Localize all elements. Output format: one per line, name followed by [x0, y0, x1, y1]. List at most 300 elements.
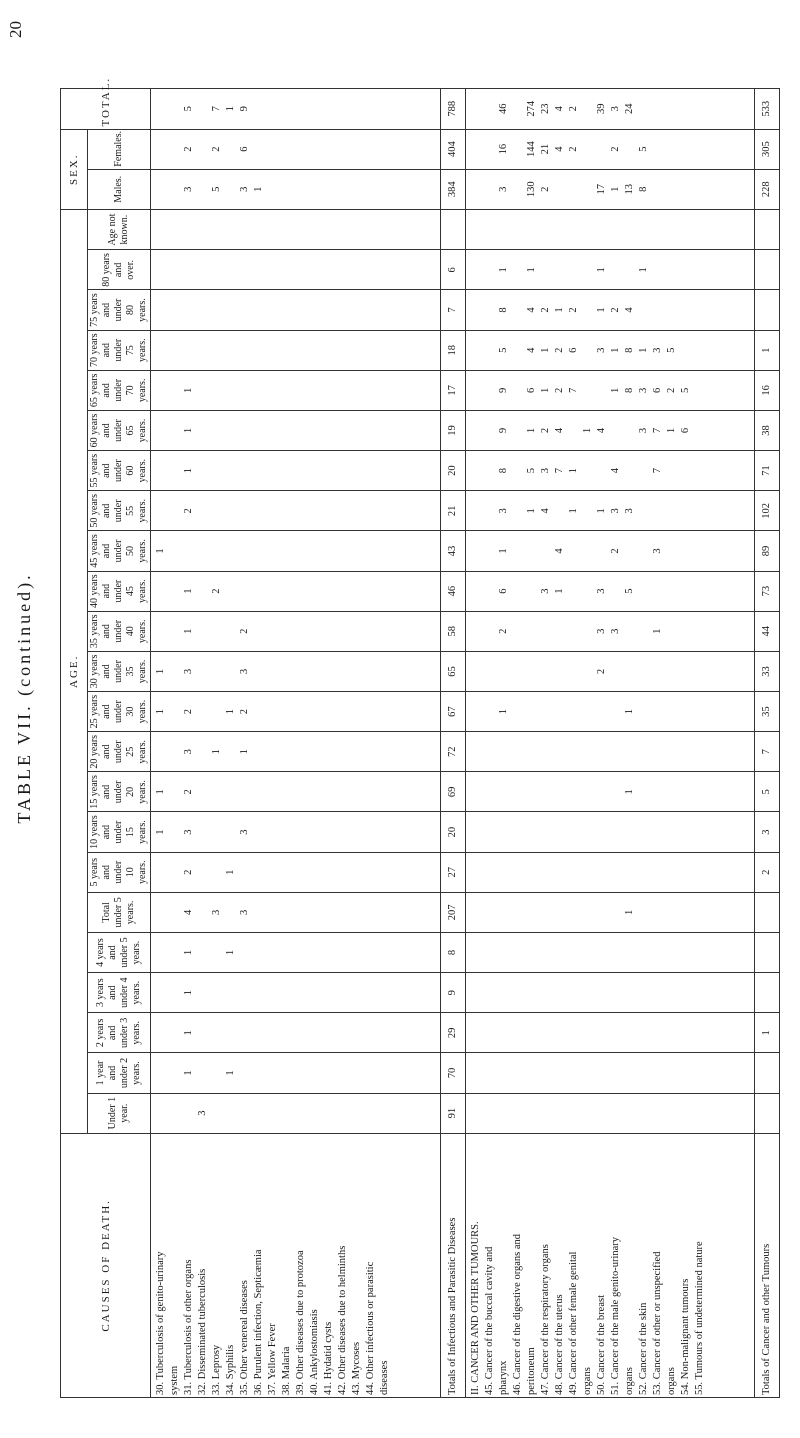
- cell-value: [497, 734, 511, 769]
- value-column: [151, 892, 441, 932]
- cell-value: [497, 654, 511, 689]
- cell-value: 1: [539, 347, 551, 353]
- total-value: 384: [440, 169, 465, 209]
- cell-value: [469, 1055, 483, 1090]
- cell-value: [168, 614, 182, 649]
- cell-value: [511, 212, 525, 247]
- age-column-header: 30 years and under 35 years.: [88, 651, 151, 691]
- cell-value: [693, 694, 707, 729]
- cell-value: 5: [665, 347, 677, 353]
- cell-value: 1: [225, 106, 236, 112]
- cell-value: [637, 935, 651, 970]
- value-column: [465, 1093, 755, 1133]
- cell-value: [364, 292, 378, 327]
- cell-value: [196, 1055, 210, 1090]
- cell-value: 3: [609, 106, 621, 112]
- cell-value: [336, 1055, 350, 1090]
- cell-value: [497, 895, 511, 930]
- cell-value: [581, 453, 595, 488]
- age-column-header: 3 years and under 4 years.: [88, 973, 151, 1013]
- cell-value: [609, 1055, 623, 1090]
- cell-value: [224, 614, 238, 649]
- value-column: [151, 812, 441, 852]
- cell-value: [322, 614, 336, 649]
- total-value: 69: [440, 772, 465, 812]
- cell-value: 2: [183, 508, 194, 514]
- cell-value: [280, 694, 294, 729]
- cell-value: [322, 734, 336, 769]
- cell-value: [679, 774, 693, 809]
- cell-value: [623, 453, 637, 488]
- cell-value: 1: [239, 749, 250, 755]
- cell-value: [483, 533, 497, 568]
- total-value: 27: [440, 852, 465, 892]
- value-column: [465, 692, 755, 732]
- value-column: [151, 1013, 441, 1053]
- cell-value: [581, 694, 595, 729]
- cell-value: [539, 814, 553, 849]
- cell-value: [469, 91, 483, 127]
- cell-value: [294, 533, 308, 568]
- cell-value: [336, 734, 350, 769]
- cell-value: [623, 413, 637, 448]
- cell-value: [567, 694, 581, 729]
- cell-value: [238, 333, 252, 368]
- cell-value: 1: [253, 186, 264, 192]
- cell-value: [280, 895, 294, 930]
- cell-value: [280, 1096, 294, 1131]
- cell-value: [378, 413, 392, 448]
- mortality-table: [60, 76, 780, 1398]
- cell-value: [553, 212, 567, 247]
- cell-value: [483, 574, 497, 609]
- cell-value: 3: [183, 668, 194, 675]
- cell-value: [350, 1015, 364, 1050]
- cell-value: [350, 1096, 364, 1131]
- cell-value: [196, 333, 210, 368]
- total-value: 73: [755, 571, 780, 611]
- cell-value: [364, 533, 378, 568]
- cell-value: [567, 574, 581, 609]
- cell-value: [665, 895, 679, 930]
- cell-value: [238, 1015, 252, 1050]
- cell-value: [252, 734, 266, 769]
- cell-value: [553, 1096, 567, 1131]
- cell-value: [168, 855, 182, 890]
- cell-value: [623, 1015, 637, 1050]
- cell-value: [483, 975, 497, 1010]
- infectious-totals-row: [440, 89, 465, 1398]
- cell-value: [469, 533, 483, 568]
- total-value: 19: [440, 410, 465, 450]
- cell-value: [308, 373, 322, 408]
- cell-value: [539, 1096, 553, 1131]
- total-value: 16: [755, 370, 780, 410]
- cell-value: [679, 935, 693, 970]
- value-column: [151, 852, 441, 892]
- cell-value: 1: [183, 387, 194, 393]
- cell-value: [322, 292, 336, 327]
- value-column: [151, 410, 441, 450]
- cell-value: [609, 734, 623, 769]
- cell-value: [511, 172, 525, 207]
- cell-value: [483, 172, 497, 207]
- cell-value: [350, 574, 364, 609]
- cell-value: [511, 1096, 525, 1131]
- cell-value: [497, 855, 511, 890]
- cell-value: [665, 1055, 679, 1090]
- cell-value: [308, 91, 322, 127]
- cell-value: 3: [539, 468, 551, 474]
- cell-value: [168, 814, 182, 849]
- cell-value: [364, 132, 378, 167]
- cell-value: [581, 975, 595, 1010]
- cell-value: [581, 935, 595, 970]
- cell-value: [364, 975, 378, 1010]
- cell-value: [525, 212, 539, 247]
- cell-value: [252, 654, 266, 689]
- cell-value: 2: [239, 708, 250, 715]
- cell-value: [483, 493, 497, 528]
- cell-value: [266, 453, 280, 488]
- cell-value: [539, 614, 553, 649]
- cell-value: 2: [183, 146, 194, 152]
- total-value: 18: [440, 330, 465, 370]
- cause-label: 37. Yellow Fever: [267, 1323, 278, 1395]
- cell-value: [224, 493, 238, 528]
- cell-value: [651, 91, 665, 127]
- cell-value: [469, 614, 483, 649]
- cell-value: 6: [239, 146, 250, 152]
- cell-value: [553, 654, 567, 689]
- cell-value: [350, 292, 364, 327]
- cell-value: [609, 654, 623, 689]
- cell-value: [210, 614, 224, 649]
- cell-value: [679, 574, 693, 609]
- cell-value: [483, 292, 497, 327]
- cell-value: [322, 132, 336, 167]
- cell-value: [525, 814, 539, 849]
- cell-value: [280, 734, 294, 769]
- cell-value: [294, 734, 308, 769]
- cell-value: [665, 212, 679, 247]
- cell-value: [469, 814, 483, 849]
- cell-value: 5: [679, 387, 691, 393]
- cell-value: [364, 91, 378, 127]
- cell-value: [665, 172, 679, 207]
- cell-value: [210, 453, 224, 488]
- value-column: [151, 932, 441, 972]
- cell-value: 3: [239, 668, 250, 675]
- cell-value: [693, 132, 707, 167]
- cell-value: [224, 252, 238, 287]
- cell-value: [364, 574, 378, 609]
- cell-value: [693, 654, 707, 689]
- cell-value: [651, 212, 665, 247]
- cell-value: 2: [239, 628, 250, 634]
- cell-value: [665, 814, 679, 849]
- age-column-header: 50 years and under 55 years.: [88, 491, 151, 531]
- cell-value: 2: [211, 146, 222, 152]
- cell-value: [511, 1015, 525, 1050]
- value-column: [151, 89, 441, 130]
- page-number: 20: [6, 21, 25, 38]
- cause-label: 46. Cancer of the digestive organs and: [511, 1233, 523, 1395]
- table-title: TABLE VII. (continued).: [14, 572, 34, 824]
- cell-value: [567, 614, 581, 649]
- cell-value: [378, 734, 392, 769]
- total-value: 17: [440, 370, 465, 410]
- cell-value: [595, 1096, 609, 1131]
- cell-value: [693, 533, 707, 568]
- cell-value: 1: [155, 708, 166, 715]
- cell-value: [196, 774, 210, 809]
- cell-value: 5: [497, 347, 509, 353]
- cell-value: [693, 333, 707, 368]
- cell-value: [154, 855, 168, 890]
- cell-value: [483, 734, 497, 769]
- cell-value: [525, 935, 539, 970]
- cell-value: [567, 774, 581, 809]
- cell-value: [266, 935, 280, 970]
- cell-value: [581, 333, 595, 368]
- cell-value: [266, 734, 280, 769]
- cell-value: [182, 333, 196, 368]
- cell-value: [679, 292, 693, 327]
- cell-value: [308, 574, 322, 609]
- cell-value: [378, 654, 392, 689]
- cell-value: [693, 975, 707, 1010]
- cell-value: [238, 212, 252, 247]
- cell-value: [679, 975, 693, 1010]
- cell-value: [196, 493, 210, 528]
- cell-value: [483, 855, 497, 890]
- cell-value: 1: [155, 829, 166, 835]
- total-value: 9: [440, 973, 465, 1013]
- cell-value: [168, 774, 182, 809]
- cell-value: 17: [595, 184, 607, 195]
- cell-value: [294, 373, 308, 408]
- cell-value: [679, 614, 693, 649]
- cell-value: [308, 493, 322, 528]
- age-column-header: 20 years and under 25 years.: [88, 732, 151, 772]
- cell-value: [154, 1096, 168, 1131]
- cell-value: 4: [553, 548, 565, 554]
- cell-value: [539, 533, 553, 568]
- cell-value: 2: [609, 146, 621, 152]
- cell-value: [266, 373, 280, 408]
- cell-value: [581, 172, 595, 207]
- cell-value: [539, 935, 553, 970]
- cell-value: [525, 734, 539, 769]
- cell-value: [378, 614, 392, 649]
- cell-value: [497, 975, 511, 1010]
- cell-value: [154, 292, 168, 327]
- cell-value: [280, 453, 294, 488]
- cell-value: [483, 413, 497, 448]
- cell-value: [637, 533, 651, 568]
- cell-value: [168, 91, 182, 127]
- cell-value: [469, 413, 483, 448]
- cell-value: [252, 493, 266, 528]
- cell-value: [336, 935, 350, 970]
- cell-value: [252, 212, 266, 247]
- cell-value: [539, 734, 553, 769]
- cell-value: [693, 895, 707, 930]
- cell-value: [196, 373, 210, 408]
- cell-value: 3: [239, 829, 250, 835]
- cell-value: [693, 252, 707, 287]
- cell-value: [266, 1015, 280, 1050]
- cell-value: [378, 252, 392, 287]
- cell-value: 8: [637, 186, 649, 192]
- cell-value: [511, 252, 525, 287]
- cell-value: [252, 1015, 266, 1050]
- age-column-header: 75 years and under 80 years.: [88, 290, 151, 330]
- age-column-header: 10 years and under 15 years.: [88, 812, 151, 852]
- cell-value: [168, 453, 182, 488]
- cell-value: [280, 132, 294, 167]
- cell-value: [154, 91, 168, 127]
- cell-value: [581, 734, 595, 769]
- cell-value: [469, 1015, 483, 1050]
- cell-value: 1: [183, 427, 194, 434]
- cell-value: [651, 855, 665, 890]
- value-column: [465, 772, 755, 812]
- cell-value: [693, 614, 707, 649]
- cell-value: [224, 574, 238, 609]
- cell-value: [154, 373, 168, 408]
- cell-value: [364, 453, 378, 488]
- value-column: [465, 611, 755, 651]
- cell-value: [581, 814, 595, 849]
- cell-value: [469, 453, 483, 488]
- cell-value: [210, 1015, 224, 1050]
- cell-value: [168, 212, 182, 247]
- cell-value: [168, 252, 182, 287]
- cell-value: [637, 493, 651, 528]
- cell-value: [679, 493, 693, 528]
- cell-value: 1: [211, 749, 222, 755]
- cell-value: 1: [183, 588, 194, 594]
- cell-value: [154, 212, 168, 247]
- value-column: [465, 250, 755, 290]
- value-column: [465, 129, 755, 169]
- cell-value: [469, 373, 483, 408]
- cell-value: [294, 292, 308, 327]
- cell-value: [224, 453, 238, 488]
- cell-value: 3: [197, 1110, 208, 1116]
- cell-value: [210, 975, 224, 1010]
- cell-value: [553, 172, 567, 207]
- cell-value: [266, 855, 280, 890]
- cell-value: [553, 493, 567, 528]
- cell-value: [511, 574, 525, 609]
- total-value: [440, 209, 465, 249]
- cause-label: 33. Leprosy: [211, 1344, 222, 1395]
- cell-value: [294, 1015, 308, 1050]
- cell-value: [252, 614, 266, 649]
- cell-value: [511, 855, 525, 890]
- cell-value: 2: [567, 307, 579, 313]
- cell-value: [252, 533, 266, 568]
- cell-value: [665, 694, 679, 729]
- cell-value: [581, 493, 595, 528]
- cell-value: [378, 533, 392, 568]
- cell-value: [378, 91, 392, 127]
- cell-value: [665, 453, 679, 488]
- cell-value: [525, 1015, 539, 1050]
- cell-value: [637, 654, 651, 689]
- cell-value: [252, 373, 266, 408]
- cell-value: [665, 292, 679, 327]
- cell-value: [350, 533, 364, 568]
- cell-value: [154, 935, 168, 970]
- value-column: [465, 370, 755, 410]
- cell-value: [567, 212, 581, 247]
- cell-value: [609, 694, 623, 729]
- cell-value: 2: [567, 146, 579, 152]
- cell-value: [336, 855, 350, 890]
- cell-value: [308, 654, 322, 689]
- cause-label: 38. Malaria: [281, 1346, 292, 1395]
- cell-value: [168, 373, 182, 408]
- cell-value: [294, 91, 308, 127]
- cell-value: [182, 252, 196, 287]
- cell-value: [637, 292, 651, 327]
- cell-value: 1: [595, 508, 607, 514]
- cell-value: [308, 212, 322, 247]
- value-column: [465, 852, 755, 892]
- cell-value: 2: [609, 307, 621, 313]
- cell-value: [469, 1096, 483, 1131]
- cell-value: [539, 212, 553, 247]
- cell-value: [637, 614, 651, 649]
- cell-value: [609, 413, 623, 448]
- cell-value: [280, 1055, 294, 1090]
- cell-value: [336, 333, 350, 368]
- cell-value: [308, 533, 322, 568]
- age-column-header: 55 years and under 60 years.: [88, 451, 151, 491]
- cell-value: [553, 774, 567, 809]
- cell-value: [280, 172, 294, 207]
- cell-value: [252, 975, 266, 1010]
- value-column: [465, 732, 755, 772]
- total-value: 71: [755, 451, 780, 491]
- cell-value: [252, 1055, 266, 1090]
- cell-value: 5: [623, 588, 635, 594]
- cell-value: [168, 413, 182, 448]
- cell-value: [511, 292, 525, 327]
- cell-value: [168, 493, 182, 528]
- cell-value: [294, 975, 308, 1010]
- cell-value: [294, 333, 308, 368]
- cell-value: [665, 975, 679, 1010]
- total-value: [755, 1093, 780, 1133]
- cell-value: [567, 533, 581, 568]
- cell-value: 21: [539, 143, 551, 155]
- total-header: TOTAL.: [61, 89, 151, 130]
- cell-value: 4: [183, 909, 194, 915]
- cell-value: 46: [497, 103, 509, 115]
- value-column: [151, 209, 441, 249]
- cell-value: 1: [525, 267, 537, 273]
- cell-value: 4: [553, 106, 565, 112]
- cell-value: [154, 574, 168, 609]
- cell-value: 5: [183, 106, 194, 112]
- cell-value: [483, 694, 497, 729]
- cell-value: [350, 814, 364, 849]
